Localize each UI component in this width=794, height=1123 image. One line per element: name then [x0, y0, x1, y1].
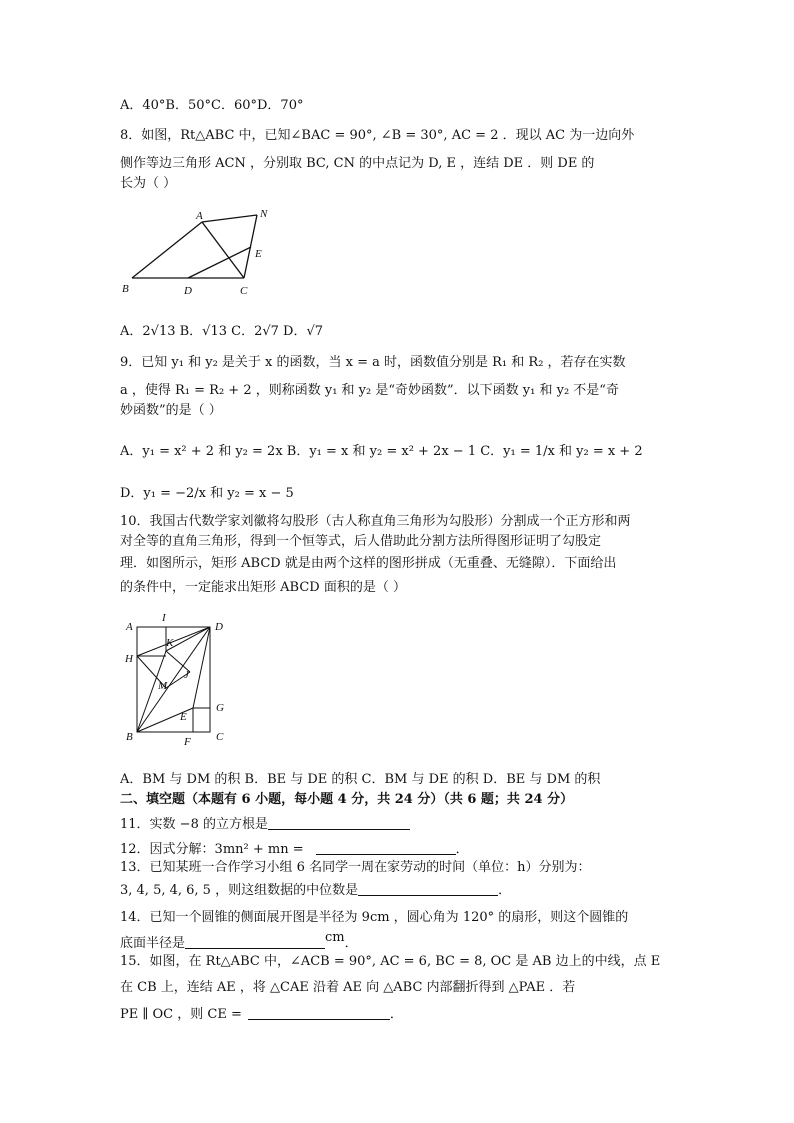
q13-answer-blank[interactable] [358, 882, 498, 896]
label-D: D [215, 621, 223, 633]
label-A: A [196, 210, 203, 222]
label-K: K [166, 637, 174, 649]
q14-stem-line1: 14．已知一个圆锥的侧面展开图是半径为 9cm ，圆心角为 120° 的扇形，则这个圆锥的 [120, 910, 629, 925]
label-B: B [126, 731, 133, 743]
label-E: E [180, 711, 187, 723]
section2-heading: 二、填空题（本题有 6 小题，每小题 4 分，共 24 分）（共 6 题；共 24 分） [120, 792, 574, 807]
label-G: G [216, 702, 224, 714]
label-C: C [216, 731, 224, 743]
segment-DH [137, 627, 210, 656]
q15-stem-line1: 15．如图，在 Rt△ABC 中，∠ACB = 90°, AC = 6, BC = 8, OC 是 AB 边上的中线，点 E [120, 954, 661, 969]
q8-stem-line3: 长为（ ） [120, 176, 177, 191]
segment-DE [188, 247, 251, 278]
q9-options-line1: A．y₁ = x² + 2 和 y₂ = 2x B．y₁ = x 和 y₂ = x² + 2x − 1 C．y₁ = 1/x 和 y₂ = x + 2 [120, 444, 643, 459]
q11-line [120, 816, 410, 833]
label-A: A [126, 621, 133, 633]
label-I: I [162, 612, 166, 624]
q13-text: 3, 4, 5, 4, 6, 5 ，则这组数据的中位数是 [120, 883, 359, 898]
q15-answer-blank[interactable] [248, 1006, 390, 1020]
q10-stem-line3: 理．如图所示，矩形 ABCD 就是由两个这样的图形拼成（无重叠、无缝隙）．下面给出 [120, 556, 617, 571]
q9-stem-line3: 妙函数”的是（ ） [120, 403, 222, 418]
q13-stem-line1: 13．已知某班一合作学习小组 6 名同学一周在家劳动的时间（单位：h）分别为： [120, 860, 591, 875]
label-H: H [125, 653, 133, 665]
label-F: F [184, 736, 191, 748]
q14-answer-blank[interactable] [185, 935, 325, 949]
q8-figure [118, 205, 288, 300]
label-J: J [184, 669, 189, 681]
segment-BA [132, 222, 202, 278]
q14-text: 底面半径是 [120, 936, 186, 951]
label-C: C [240, 285, 248, 297]
q9-stem-line1: 9．已知 y₁ 和 y₂ 是关于 x 的函数，当 x = a 时，函数值分别是 R₁ 和 R₂ ，若存在实数 [120, 355, 626, 370]
segment-NC [244, 215, 257, 278]
q8-options: A．2√13 B．√13 C．2√7 D．√7 [120, 324, 324, 339]
q12-text: 12．因式分解：3mn² + mn = [120, 842, 304, 857]
q12-end: ． [455, 842, 469, 857]
q15-text: PE ∥ OC ，则 CE = [120, 1007, 242, 1022]
q15-end: ． [389, 1007, 403, 1022]
q11-answer-blank[interactable] [268, 816, 410, 830]
q15-stem-line2: 在 CB 上，连结 AE ，将 △CAE 沿着 AE 向 △ABC 内部翻折得到 △PAE ．若 [120, 980, 576, 995]
segment-AN [202, 215, 257, 222]
q10-stem-line1: 10．我国古代数学家刘徽将勾股形（古人称直角三角形为勾股形）分割成一个正方形和两 [120, 514, 631, 529]
q9-options-line2: D．y₁ = −2/x 和 y₂ = x − 5 [120, 486, 294, 501]
q8-stem-line1: 8．如图，Rt△ABC 中，已知∠BAC = 90°, ∠B = 30°, AC = 2 ．现以 AC 为一边向外 [120, 128, 635, 143]
label-E: E [255, 248, 262, 260]
q13-line2 [120, 882, 511, 899]
q14-line2 [120, 930, 358, 952]
label-M: M [158, 680, 168, 692]
q12-line [120, 841, 469, 858]
label-N: N [260, 208, 268, 220]
q11-text: 11．实数 −8 的立方根是 [120, 817, 268, 832]
label-D: D [184, 285, 192, 297]
q10-options: A．BM 与 DM 的积 B．BE 与 DE 的积 C．BM 与 DE 的积 D．BE 与 DM 的积 [120, 772, 601, 787]
label-B: B [122, 283, 129, 295]
q7-options: A．40°B．50°C．60°D．70° [120, 98, 304, 113]
q14-end: ． [344, 936, 358, 951]
q10-figure [118, 608, 238, 748]
q12-answer-blank[interactable] [316, 841, 456, 855]
q8-stem-line2: 侧作等边三角形 ACN ，分别取 BC, CN 的中点记为 D, E ，连结 DE ．则 DE 的 [120, 156, 595, 171]
q14-unit: cm [325, 930, 345, 945]
q10-stem-line4: 的条件中，一定能求出矩形 ABCD 面积的是（ ） [120, 580, 406, 595]
segment-AC [202, 222, 244, 278]
q10-stem-line2: 对全等的直角三角形，得到一个恒等式，后人借助此分割方法所得图形证明了勾股定 [120, 534, 602, 549]
q15-line3 [120, 1006, 403, 1023]
q9-stem-line2: a ，使得 R₁ = R₂ + 2 ，则称函数 y₁ 和 y₂ 是“奇妙函数”．以下函数 y₁ 和 y₂ 不是“奇 [120, 383, 619, 398]
q13-end: ． [498, 883, 512, 898]
